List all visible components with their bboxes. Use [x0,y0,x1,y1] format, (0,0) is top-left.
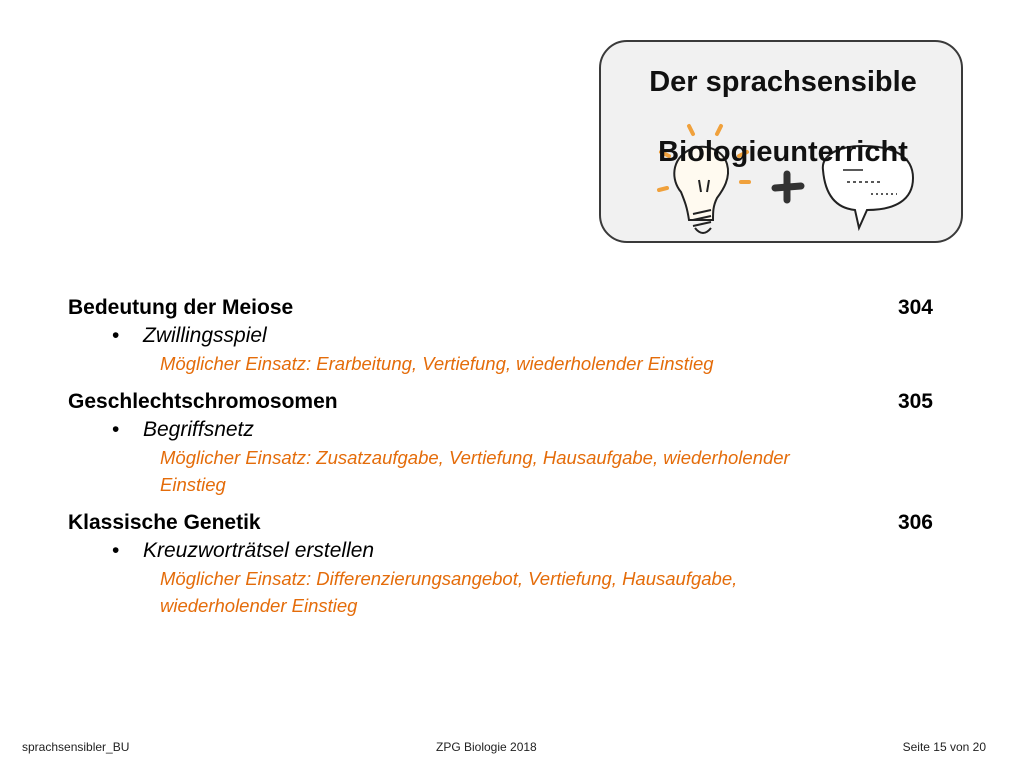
footer [0,740,1024,760]
bullet-icon: • [112,418,120,441]
topic-item [68,509,938,619]
topic-header [68,509,938,537]
topic-header [68,294,938,322]
topic-list [68,294,938,630]
topic-usage: Möglicher Einsatz: Zusatzaufgabe, Vertiefung, Hausaufgabe, wiederholender Einstieg [160,447,790,495]
topic-page-number: 306 [897,511,933,534]
plus-icon [775,174,801,200]
topic-title: Geschlechtschromosomen [68,390,338,413]
topic-title: Bedeutung der Meiose [68,296,294,319]
topic-method [68,416,938,444]
title-line-1: Der sprachsensible [649,66,917,98]
footer-page-indicator: Seite 15 von 20 [902,740,986,754]
bullet-icon: • [112,324,120,347]
topic-page-number: 304 [897,296,933,319]
footer-source: ZPG Biologie 2018 [436,740,537,754]
topic-method [68,537,938,565]
topic-method [68,322,938,350]
title-line-2: Biologieunterricht [658,136,908,168]
topic-method-label: Kreuzworträtsel erstellen [143,539,375,562]
topic-item [68,294,938,377]
topic-header [68,388,938,416]
topic-item [68,388,938,498]
title-box [599,40,963,243]
topic-method-label: Zwillingsspiel [143,324,267,347]
topic-page-number: 305 [897,390,933,413]
bullet-icon: • [112,539,120,562]
topic-method-label: Begriffsnetz [143,418,254,441]
topic-usage: Möglicher Einsatz: Differenzierungsangebot, Vertiefung, Hausaufgabe, wiederholender Einstieg [160,568,738,616]
topic-usage: Möglicher Einsatz: Erarbeitung, Vertiefung, wiederholender Einstieg [160,353,714,374]
topic-title: Klassische Genetik [68,511,261,534]
footer-document-name: sprachsensibler_BU [22,740,130,754]
